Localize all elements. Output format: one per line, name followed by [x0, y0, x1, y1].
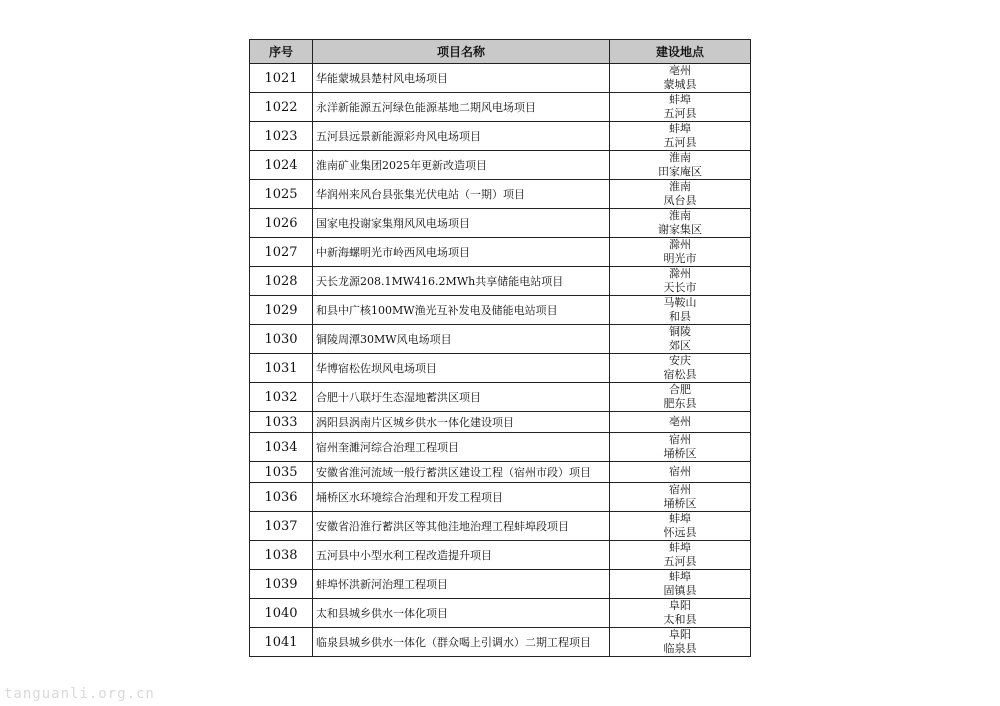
row-serial-number: 1026: [250, 209, 313, 238]
table-row: [250, 628, 751, 657]
site-county: 五河县: [663, 555, 697, 568]
table-row: [250, 354, 751, 383]
site-county: 凤台县: [663, 194, 697, 207]
row-serial-number: 1040: [250, 599, 313, 628]
site-county: 五河县: [663, 107, 697, 120]
table-row: [250, 93, 751, 122]
row-construction-site: [610, 628, 751, 657]
site-county: 怀远县: [663, 526, 697, 539]
row-construction-site: [610, 296, 751, 325]
table-row: [250, 325, 751, 354]
table-row: [250, 541, 751, 570]
row-project-name: 华润州来风台县张集光伏电站（一期）项目: [313, 180, 610, 209]
row-construction-site: [610, 151, 751, 180]
site-county: 和县: [669, 310, 691, 323]
row-construction-site: [610, 383, 751, 412]
site-city: 阜阳: [669, 599, 691, 612]
site-county: 肥东县: [663, 397, 697, 410]
row-project-name: 太和县城乡供水一体化项目: [313, 599, 610, 628]
table-row: [250, 462, 751, 483]
site-city: 蚌埠: [669, 122, 691, 135]
row-project-name: 永洋新能源五河绿色能源基地二期风电场项目: [313, 93, 610, 122]
row-serial-number: 1041: [250, 628, 313, 657]
row-serial-number: 1023: [250, 122, 313, 151]
table-row: [250, 151, 751, 180]
table-row: [250, 412, 751, 433]
row-project-name: 五河县远景新能源彩舟风电场项目: [313, 122, 610, 151]
row-serial-number: 1027: [250, 238, 313, 267]
row-project-name: 合肥十八联圩生态湿地蓄洪区项目: [313, 383, 610, 412]
row-project-name: 临泉县城乡供水一体化（群众喝上引调水）二期工程项目: [313, 628, 610, 657]
row-serial-number: 1032: [250, 383, 313, 412]
table-row: [250, 296, 751, 325]
row-serial-number: 1035: [250, 462, 313, 483]
site-county: 蒙城县: [663, 78, 697, 91]
row-construction-site: [610, 354, 751, 383]
site-city: 安庆: [669, 354, 691, 367]
table-row: [250, 570, 751, 599]
row-construction-site: [610, 325, 751, 354]
row-project-name: 安徽省沿淮行蓄洪区等其他洼地治理工程蚌埠段项目: [313, 512, 610, 541]
site-city: 淮南: [669, 180, 691, 193]
table-body: [250, 64, 751, 657]
row-serial-number: 1028: [250, 267, 313, 296]
row-construction-site: [610, 599, 751, 628]
site-city: 淮南: [669, 209, 691, 222]
row-serial-number: 1039: [250, 570, 313, 599]
row-construction-site: [610, 570, 751, 599]
row-serial-number: 1036: [250, 483, 313, 512]
site-city: 滁州: [669, 238, 691, 251]
row-serial-number: 1038: [250, 541, 313, 570]
row-serial-number: 1024: [250, 151, 313, 180]
row-project-name: 埇桥区水环境综合治理和开发工程项目: [313, 483, 610, 512]
site-city: 亳州: [669, 415, 691, 428]
row-project-name: 华能蒙城县楚村风电场项目: [313, 64, 610, 93]
site-city: 蚌埠: [669, 541, 691, 554]
row-construction-site: [610, 512, 751, 541]
table-row: [250, 64, 751, 93]
row-serial-number: 1033: [250, 412, 313, 433]
row-project-name: 华博宿松佐坝风电场项目: [313, 354, 610, 383]
row-serial-number: 1031: [250, 354, 313, 383]
row-construction-site: [610, 180, 751, 209]
site-county: 埇桥区: [663, 497, 697, 510]
row-construction-site: [610, 462, 751, 483]
site-county: 谢家集区: [658, 223, 702, 236]
header-construction-site: 建设地点: [610, 40, 751, 64]
row-project-name: 安徽省淮河流域一般行蓄洪区建设工程（宿州市段）项目: [313, 462, 610, 483]
site-county: 太和县: [663, 613, 697, 626]
site-city: 铜陵: [669, 325, 691, 338]
site-county: 宿松县: [663, 368, 697, 381]
row-project-name: 国家电投谢家集翔风风电场项目: [313, 209, 610, 238]
row-project-name: 蚌埠怀洪新河治理工程项目: [313, 570, 610, 599]
site-city: 宿州: [669, 483, 691, 496]
table-header-row: [250, 40, 751, 64]
table-row: [250, 512, 751, 541]
row-project-name: 中新海螺明光市岭西风电场项目: [313, 238, 610, 267]
table-row: [250, 122, 751, 151]
row-construction-site: [610, 412, 751, 433]
row-serial-number: 1037: [250, 512, 313, 541]
project-table: [249, 39, 751, 657]
site-city: 宿州: [669, 433, 691, 446]
row-project-name: 天长龙源208.1MW416.2MWh共享储能电站项目: [313, 267, 610, 296]
row-project-name: 涡阳县涡南片区城乡供水一体化建设项目: [313, 412, 610, 433]
row-project-name: 和县中广核100MW渔光互补发电及储能电站项目: [313, 296, 610, 325]
site-city: 淮南: [669, 151, 691, 164]
table-row: [250, 267, 751, 296]
row-construction-site: [610, 238, 751, 267]
site-county: 田家庵区: [658, 165, 702, 178]
site-county: 固镇县: [663, 584, 697, 597]
table-row: [250, 383, 751, 412]
row-construction-site: [610, 541, 751, 570]
site-city: 合肥: [669, 383, 691, 396]
row-serial-number: 1029: [250, 296, 313, 325]
site-city: 蚌埠: [669, 93, 691, 106]
site-city: 马鞍山: [663, 296, 697, 309]
site-city: 蚌埠: [669, 570, 691, 583]
table-row: [250, 599, 751, 628]
header-project-name: 项目名称: [313, 40, 610, 64]
site-county: 五河县: [663, 136, 697, 149]
site-county: 明光市: [663, 252, 697, 265]
table-row: [250, 238, 751, 267]
site-city: 蚌埠: [669, 512, 691, 525]
row-serial-number: 1034: [250, 433, 313, 462]
site-city: 亳州: [669, 64, 691, 77]
row-project-name: 五河县中小型水利工程改造提升项目: [313, 541, 610, 570]
site-city: 宿州: [669, 465, 691, 478]
row-construction-site: [610, 64, 751, 93]
site-city: 阜阳: [669, 628, 691, 641]
row-project-name: 铜陵周潭30MW风电场项目: [313, 325, 610, 354]
row-project-name: 宿州奎濉河综合治理工程项目: [313, 433, 610, 462]
site-city: 滁州: [669, 267, 691, 280]
row-construction-site: [610, 483, 751, 512]
row-serial-number: 1030: [250, 325, 313, 354]
site-county: 临泉县: [663, 642, 697, 655]
row-construction-site: [610, 433, 751, 462]
row-construction-site: [610, 93, 751, 122]
row-serial-number: 1022: [250, 93, 313, 122]
table-row: [250, 483, 751, 512]
row-construction-site: [610, 267, 751, 296]
row-project-name: 淮南矿业集团2025年更新改造项目: [313, 151, 610, 180]
site-county: 埇桥区: [663, 447, 697, 460]
row-construction-site: [610, 209, 751, 238]
site-county: 天长市: [663, 281, 697, 294]
table-row: [250, 180, 751, 209]
row-serial-number: 1025: [250, 180, 313, 209]
header-serial-number: 序号: [250, 40, 313, 64]
row-serial-number: 1021: [250, 64, 313, 93]
row-construction-site: [610, 122, 751, 151]
table-row: [250, 209, 751, 238]
watermark: tanguanli.org.cn: [4, 686, 155, 702]
site-county: 郊区: [669, 339, 691, 352]
table-row: [250, 433, 751, 462]
